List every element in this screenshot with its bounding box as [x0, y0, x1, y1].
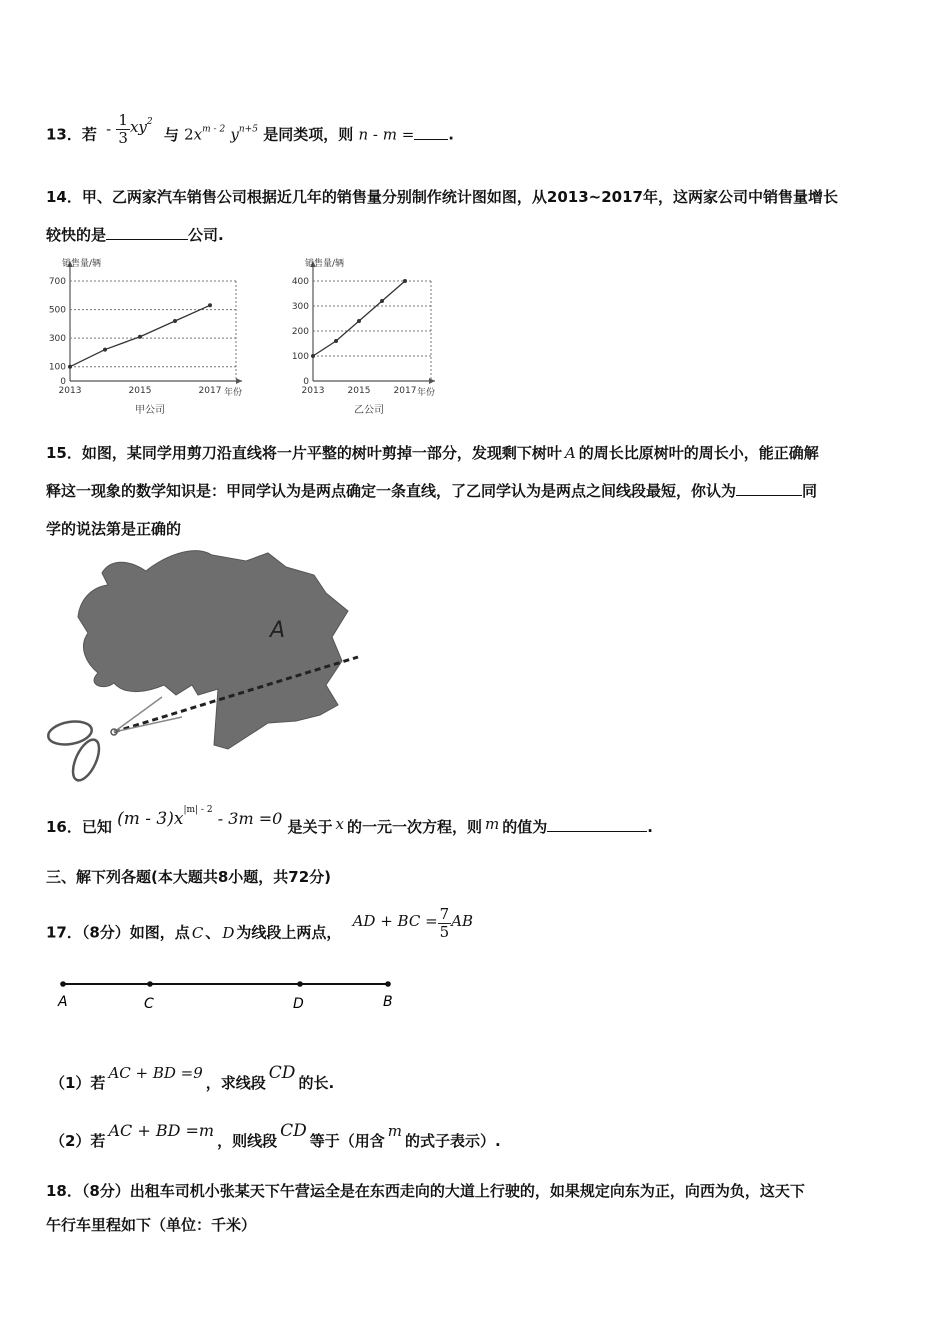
q14-line2 [46, 224, 224, 245]
y-tick-label: 700 [48, 277, 66, 287]
q13-frac-den: 3 [118, 128, 128, 147]
q16-mid2: 的一元一次方程，则 [347, 818, 483, 836]
q14-line1: 14．甲、乙两家汽车销售公司根据近几年的销售量分别制作统计图如图，从2013~2017年，这两家公司中销售量增长 [46, 188, 838, 206]
data-point [311, 354, 315, 358]
q13-term1-exp: 2 [146, 116, 153, 127]
q15-line1 [46, 442, 819, 463]
q16-answer-blank[interactable] [547, 817, 647, 832]
y-tick-label: 200 [291, 327, 309, 337]
q15-answer-blank[interactable] [736, 481, 802, 496]
q17-p2-var: m [387, 1122, 402, 1140]
chart-title: 甲公司 [135, 405, 165, 416]
q17-p2-seg: CD [280, 1121, 307, 1141]
point-c-dot [147, 981, 153, 987]
q15-line2-pre: 释这一现象的数学知识是：甲同学认为是两点确定一条直线，了乙同学认为是两点之间线段最短，你认为 [46, 482, 737, 500]
q17-p1-condition: AC + BD =9 [108, 1064, 203, 1082]
x-tick-label: 2013 [301, 386, 325, 396]
data-point [380, 299, 384, 303]
q17-point-d: D [222, 923, 235, 942]
q17-p1-end: 的长. [298, 1074, 335, 1092]
point-a-label: A [58, 994, 68, 1010]
q17-p2-condition: AC + BD =m [108, 1121, 215, 1140]
q16-end: . [647, 818, 653, 836]
y-tick-label: 100 [48, 362, 66, 373]
q17-condition-tail: AB [451, 911, 474, 930]
q13-expr: n - m = [358, 125, 415, 144]
leaf-label-a: A [270, 618, 286, 643]
point-d-label: D [293, 996, 304, 1012]
q17-p2-end: 的式子表示）. [404, 1132, 501, 1150]
y-tick-label: 300 [48, 334, 66, 345]
q13-number: 13．若 [46, 125, 97, 144]
q13-term2-yexp: n+5 [238, 124, 258, 135]
q17-frac-num: 7 [439, 905, 450, 923]
question-16 [46, 805, 653, 837]
y-axis-label: 销售量/辆 [62, 259, 102, 269]
q13-term2-x: x [193, 125, 203, 144]
q15-line3: 学的说法第是正确的 [46, 520, 182, 538]
q17-sep: 、 [205, 923, 221, 942]
q15-line2-post: 同 [802, 482, 818, 500]
point-c-label: C [144, 996, 154, 1012]
q15-var-a: A [564, 444, 576, 462]
y-tick-label: 0 [60, 377, 66, 387]
q13-term2-y: y [230, 125, 239, 144]
q17-mid: 为线段上两点， [236, 923, 342, 942]
q14-line2-post: 公司. [188, 226, 224, 244]
q17-point-c: C [191, 923, 204, 942]
leaf-scissors-figure [42, 545, 372, 795]
q15-line1-post: 的周长比原树叶的周长小，能正确解 [578, 444, 819, 462]
q13-mid: 是同类项，则 [263, 125, 354, 144]
q16-var-x: x [335, 815, 345, 833]
chart-title: 乙公司 [354, 405, 384, 416]
q16-rhs: - 3m =0 [217, 809, 283, 828]
x-tick-label: 2015 [347, 386, 371, 396]
y-tick-label: 100 [291, 352, 309, 362]
q16-mid3: 的值为 [502, 818, 548, 836]
q18-line2: 午行车里程如下（单位：千米） [46, 1216, 257, 1234]
section-3-title: 三、解下列各题(本大题共8小题，共72分) [46, 868, 332, 886]
y-tick-label: 400 [291, 277, 309, 287]
q14-line2-pre: 较快的是 [46, 226, 107, 244]
point-b-dot [385, 981, 391, 987]
q17-fraction [438, 906, 452, 940]
data-point [68, 365, 72, 369]
data-point [334, 339, 338, 343]
q18-line1: 18．（8分）出租车司机小张某天下午营运全是在东西走向的大道上行驶的，如果规定向东为正，向西为负，这天下 [46, 1182, 805, 1200]
q13-end: . [448, 125, 454, 144]
q17-part1 [50, 1063, 335, 1093]
x-axis-label: 年份 [417, 388, 436, 398]
data-point [357, 319, 361, 323]
chart-company-yi [285, 255, 465, 420]
q17-p1-seg: CD [268, 1063, 296, 1083]
q17-p2-pre: （2）若 [50, 1132, 106, 1150]
q13-frac-num: 1 [118, 111, 128, 129]
q16-exponent: |m| - 2 [183, 805, 213, 815]
chart-company-jia [42, 255, 252, 420]
data-point [138, 335, 142, 339]
x-tick-label: 2015 [128, 386, 152, 396]
q17-frac-den: 5 [439, 922, 450, 941]
q17-p2-mid: ，则线段 [217, 1132, 278, 1150]
y-axis-label: 销售量/辆 [305, 259, 345, 269]
x-tick-label: 2017 [198, 386, 222, 396]
q13-term2-xexp: m - 2 [202, 124, 226, 135]
x-axis-label: 年份 [224, 388, 243, 398]
q16-var-m: m [485, 815, 500, 833]
q16-number: 16．已知 [46, 818, 112, 836]
point-d-dot [297, 981, 303, 987]
q17-p1-pre: （1）若 [50, 1074, 106, 1092]
question-13 [46, 111, 454, 152]
q17-number: 17．（8分）如图，点 [46, 923, 190, 942]
data-point [103, 348, 107, 352]
data-point [208, 303, 212, 307]
q15-line1-pre: 15．如图，某同学用剪刀沿直线将一片平整的树叶剪掉一部分，发现剩下树叶 [46, 444, 562, 462]
segment-figure [50, 972, 430, 1017]
y-tick-label: 500 [48, 305, 66, 316]
y-tick-label: 300 [291, 302, 309, 312]
series-line [313, 281, 405, 356]
q13-sign: - [106, 119, 112, 138]
leaf-shape [78, 551, 348, 749]
point-b-label: B [383, 994, 393, 1010]
q16-mid1: 是关于 [287, 818, 333, 836]
q17-p1-mid: ，求线段 [205, 1074, 266, 1092]
data-point [173, 319, 177, 323]
q13-with: 与 [163, 125, 179, 144]
x-tick-label: 2017 [393, 386, 417, 396]
q13-term2-coef: 2 [184, 125, 194, 144]
q13-fraction [116, 112, 130, 146]
q14-answer-blank[interactable] [106, 225, 188, 240]
q17-condition: AD + BC = [352, 911, 438, 930]
q17-p2-mid2: 等于（用含 [309, 1132, 385, 1150]
x-tick-label: 2013 [58, 386, 82, 396]
q13-answer-blank[interactable] [414, 125, 448, 140]
q17-line1 [46, 905, 474, 950]
y-tick-label: 0 [303, 377, 309, 387]
x-axis-arrow [429, 378, 435, 384]
data-point [403, 279, 407, 283]
x-axis-arrow [236, 378, 242, 384]
q17-part2 [50, 1121, 501, 1151]
q16-lhs: (m - 3)x [117, 809, 184, 829]
q15-line2 [46, 480, 817, 501]
point-a-dot [60, 981, 66, 987]
q13-term1-var: xy [129, 117, 147, 136]
